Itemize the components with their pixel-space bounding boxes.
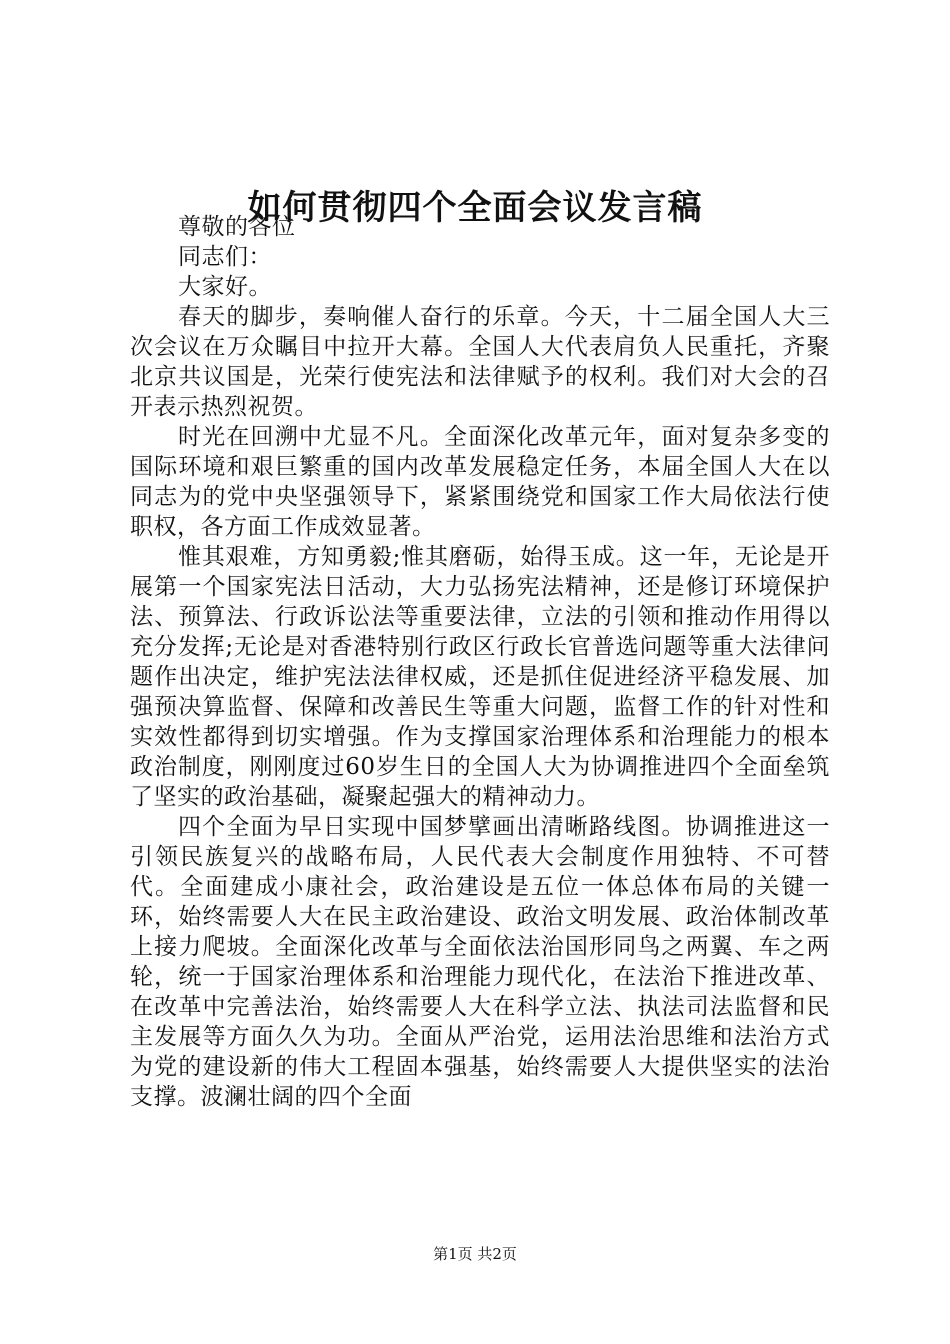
salutation-line: 同志们： [178, 244, 272, 270]
body-paragraph: 四个全面为早日实现中国梦擘画出清晰路线图。协调推进这一引领民族复兴的战略布局，人民代表大会制度作用独特、不可替代。全面建成小康社会，政治建设是五位一体总体布局的关键一环，始终需要人大在民主政治建设、政治文明发展、政治体制改革上接力爬坡。全面深化改革与全面依法治国形同鸟之两翼、车之两轮，统一于国家治理体系和治理能力现代化，在法治下推进改革、在改革中完善法治，始终需要人大在科学立法、执法司法监督和民主发展等方面久久为功。全面从严治党，运用法治思维和法治方式为党的建设新的伟大工程固本强基，始终需要人大提供坚实的法治支撑。波澜壮阔的四个全面 [130, 814, 830, 1110]
body-paragraph: 惟其艰难，方知勇毅;惟其磨砺，始得玉成。这一年，无论是开展第一个国家宪法日活动，大力弘扬宪法精神，还是修订环境保护法、预算法、行政诉讼法等重要法律，立法的引领和推动作用得以充分发挥;无论是对香港特别行政区行政长官普选问题等重大法律问题作出决定，维护宪法法律权威，还是抓住促进经济平稳发展、加强预决算监督、保障和改善民生等重大问题，监督工作的针对性和实效性都得到切实增强。作为支撑国家治理体系和治理能力的根本政治制度，刚刚度过60岁生日的全国人大为协调推进四个全面垒筑了坚实的政治基础，凝聚起强大的精神动力。 [130, 544, 830, 810]
body-paragraph: 春天的脚步，奏响催人奋行的乐章。今天，十二届全国人大三次会议在万众瞩目中拉开大幕。全国人大代表肩负人民重托，齐聚北京共议国是，光荣行使宪法和法律赋予的权利。我们对大会的召开表示热烈祝贺。 [130, 304, 830, 420]
document-title: 如何贯彻四个全面会议发言稿 [247, 188, 703, 228]
body-paragraph: 时光在回溯中尤显不凡。全面深化改革元年，面对复杂多变的国际环境和艰巨繁重的国内改革发展稳定任务，本届全国人大在以同志为的党中央坚强领导下，紧紧围绕党和国家工作大局依法行使职权，各方面工作成效显著。 [130, 424, 830, 540]
salutation-line: 尊敬的各位 [178, 214, 296, 240]
page-number-footer: 第1页 共2页 [433, 1245, 517, 1263]
document-body [130, 212, 830, 1112]
salutation-line: 大家好。 [178, 274, 272, 300]
